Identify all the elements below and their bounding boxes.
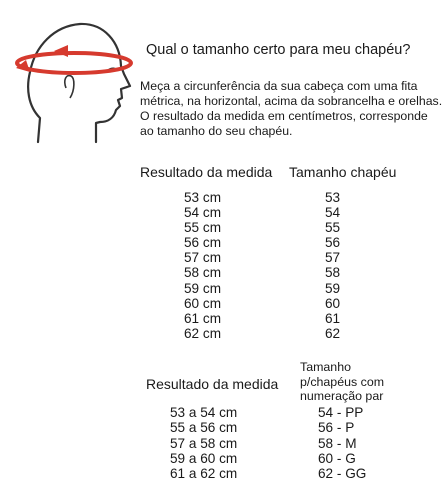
table1-measure-cell: 59 cm xyxy=(184,280,222,296)
table1-header-size: Tamanho chapéu xyxy=(289,164,397,180)
table1-measure-cell: 60 cm xyxy=(184,295,222,311)
table1-size-cell: 57 xyxy=(325,250,341,266)
table1-size-column xyxy=(325,190,340,341)
table1-measure-cell: 56 cm xyxy=(184,235,222,251)
instructions-line: Meça a circunferência da sua cabeça com uma fita xyxy=(140,79,418,93)
table1-measure-cell: 55 cm xyxy=(184,220,222,236)
table2-header-size-line: Tamanho xyxy=(300,360,351,374)
table2-measure-cell: 57 a 58 cm xyxy=(170,435,238,451)
table1-size-cell: 55 xyxy=(325,220,341,236)
instructions-line: métrica, na horizontal, acima da sobrancelha e orelhas. xyxy=(140,94,443,108)
table1-measure-cell: 61 cm xyxy=(184,310,222,326)
table2-measure-cell: 61 a 62 cm xyxy=(170,466,238,482)
table2-size-cell: 56 - P xyxy=(318,420,355,436)
table1-measure-column xyxy=(184,190,221,341)
table2-size-cell: 60 - G xyxy=(318,450,356,466)
instructions-text xyxy=(140,79,443,139)
table2-measure-column xyxy=(170,405,237,481)
table1-size-cell: 59 xyxy=(325,280,341,296)
table1-size-cell: 53 xyxy=(325,190,341,205)
table2-size-column xyxy=(318,405,366,481)
table2-size-cell: 62 - GG xyxy=(318,466,367,482)
table1-size-cell: 54 xyxy=(325,205,341,221)
page-title: Qual o tamanho certo para meu chapéu? xyxy=(146,42,411,58)
instructions-line: O resultado da medida em centímetros, corresponde xyxy=(140,109,428,123)
table2-header-measure: Resultado da medida xyxy=(146,376,279,392)
table1-measure-cell: 58 cm xyxy=(184,265,222,281)
head-outline xyxy=(28,24,130,142)
table1-size-cell: 61 xyxy=(325,310,341,326)
table2-size-cell: 54 - PP xyxy=(318,405,364,420)
table2-header-size xyxy=(300,360,384,404)
table2-header-size-line: numeração par xyxy=(300,389,384,403)
table1-measure-cell: 62 cm xyxy=(184,325,222,341)
instructions-line: ao tamanho do seu chapéu. xyxy=(140,124,293,138)
table1-header-measure: Resultado da medida xyxy=(140,164,273,180)
head-profile-icon xyxy=(8,14,138,146)
table2-measure-cell: 53 a 54 cm xyxy=(170,405,238,420)
table1-size-cell: 60 xyxy=(325,295,341,311)
table1-size-cell: 62 xyxy=(325,325,341,341)
table1-measure-cell: 54 cm xyxy=(184,205,222,221)
table1-size-cell: 56 xyxy=(325,235,341,251)
table2-header-size-line: p/chapéus com xyxy=(300,374,385,389)
table1-size-cell: 58 xyxy=(325,265,341,281)
table2-measure-cell: 59 a 60 cm xyxy=(170,450,238,466)
table2-size-cell: 58 - M xyxy=(318,435,357,451)
table1-measure-cell: 57 cm xyxy=(184,250,222,266)
table1-measure-cell: 53 cm xyxy=(184,190,222,205)
table2-measure-cell: 55 a 56 cm xyxy=(170,420,238,436)
